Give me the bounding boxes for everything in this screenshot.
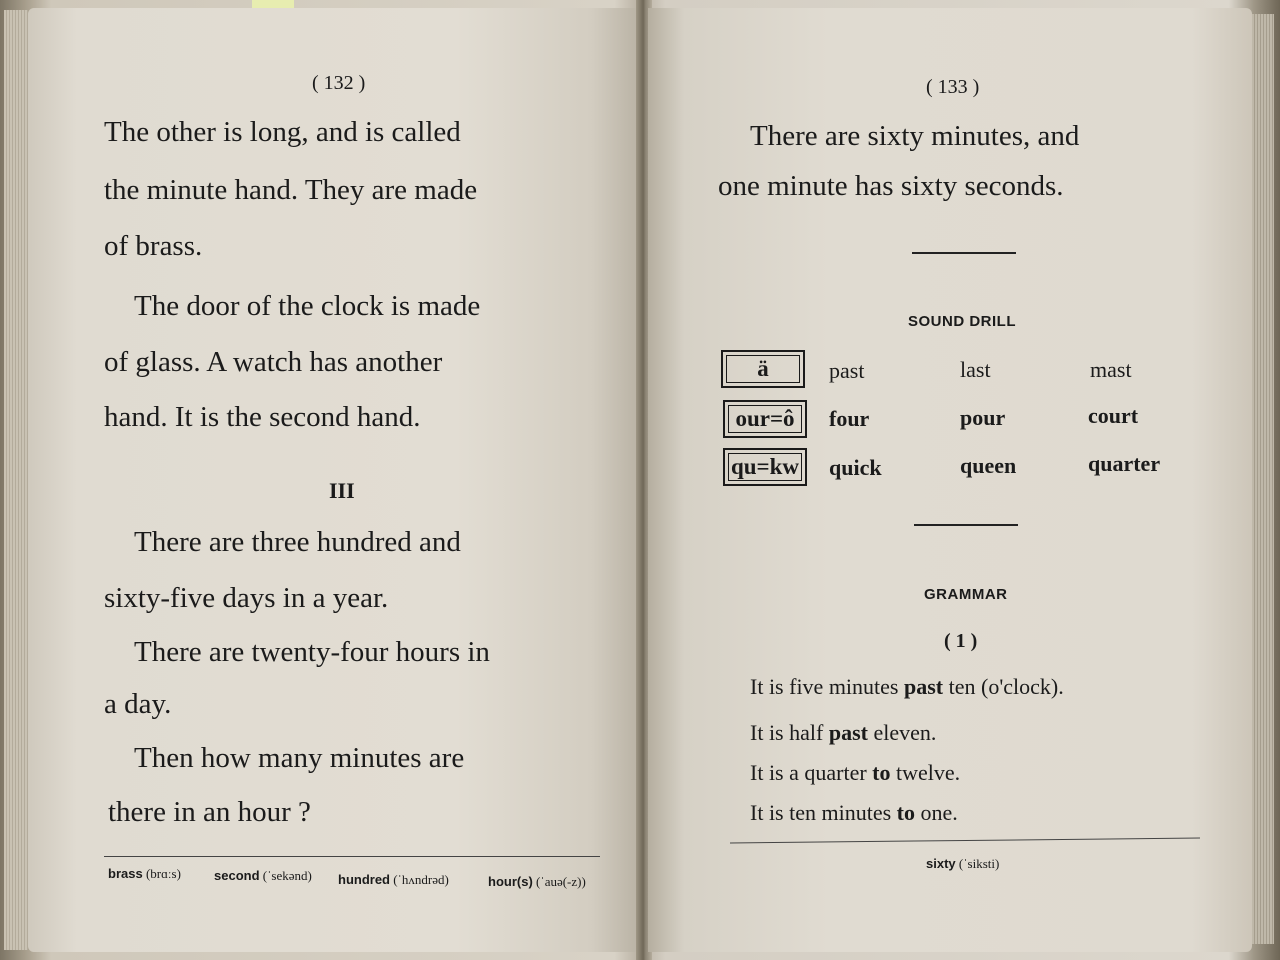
drill-word: four	[829, 406, 870, 431]
grammar-sentence-1	[750, 674, 1064, 700]
sentence-post: one.	[914, 800, 958, 825]
section-heading-iii: III	[329, 478, 355, 503]
left-para5-line1: Then how many minutes are	[134, 742, 465, 774]
sentence-post: ten (o'clock).	[943, 674, 1064, 699]
page-edges-left	[4, 10, 28, 950]
page-edges-right	[1252, 14, 1274, 944]
box-inner-frame	[726, 355, 800, 383]
gloss-word: hour(s)	[488, 874, 533, 889]
sentence-keyword: past	[828, 720, 868, 745]
text-line: The other is long, and is called	[104, 116, 461, 148]
gloss-pron: (ˈauə(-z))	[536, 874, 586, 889]
drill-word: pour	[960, 405, 1006, 430]
grammar-sentence-2	[750, 720, 936, 746]
drill-word: quarter	[1088, 451, 1161, 476]
left-para4-line1: There are twenty-four hours in	[134, 636, 490, 668]
sentence-keyword: to	[896, 800, 915, 825]
box-inner-frame	[728, 405, 802, 433]
gloss-pron: (ˈsekənd)	[262, 868, 312, 883]
sound-symbol: qu=kw	[730, 454, 800, 479]
gloss-word: sixty	[926, 856, 956, 871]
box-inner-frame	[728, 453, 802, 481]
gloss-pron: (ˈhʌndrəd)	[393, 872, 449, 887]
right-gloss-1	[926, 856, 999, 872]
sound-symbol-box-1	[721, 350, 805, 388]
left-para4-line2: a day.	[104, 688, 172, 720]
sentence-keyword: to	[872, 760, 891, 785]
left-para2-line2: of glass. A watch has another	[104, 346, 443, 378]
sound-drill-heading: SOUND DRILL	[908, 313, 1016, 330]
sentence-pre: It is a quarter	[750, 760, 873, 785]
left-para3-line2: sixty-five days in a year.	[104, 582, 389, 614]
drill-word: queen	[960, 453, 1017, 478]
left-para2-line1: The door of the clock is made	[134, 290, 481, 322]
right-intro-line1: There are sixty minutes, and	[750, 120, 1080, 152]
sound-symbol: ä	[757, 356, 769, 381]
grammar-number: ( 1 )	[944, 630, 978, 652]
sentence-keyword: past	[903, 674, 944, 699]
drill-word: mast	[1090, 357, 1132, 382]
grammar-heading: GRAMMAR	[924, 586, 1008, 603]
left-para1-line3: of brass.	[104, 230, 203, 262]
drill-word: past	[829, 358, 865, 383]
sentence-post: twelve.	[890, 760, 961, 785]
gloss-word: hundred	[338, 872, 390, 887]
left-gloss-2	[214, 868, 312, 884]
left-para2-line3: hand. It is the second hand.	[104, 401, 421, 433]
grammar-sentence-3	[750, 760, 960, 786]
right-intro-line2: one minute has sixty seconds.	[718, 170, 1064, 202]
gloss-word: brass	[108, 866, 143, 881]
gloss-pron: (ˈsiksti)	[958, 856, 1000, 871]
drill-word: quick	[829, 455, 882, 480]
left-para1-line2: the minute hand. They are made	[104, 174, 478, 206]
divider-rule-2	[914, 524, 1018, 526]
sound-symbol-box-3	[723, 448, 807, 486]
left-para1-line1	[104, 118, 598, 147]
left-gloss-4	[488, 874, 586, 890]
divider-rule-1	[912, 252, 1016, 254]
sentence-post: eleven.	[867, 720, 937, 745]
left-gloss-3	[338, 872, 449, 888]
sound-symbol: our=ô	[735, 406, 795, 431]
gloss-word: second	[214, 868, 260, 883]
sentence-pre: It is half	[750, 720, 829, 745]
left-gloss-1	[108, 866, 181, 882]
sentence-pre: It is five minutes	[750, 674, 904, 699]
left-page-number: ( 132 )	[312, 72, 366, 94]
right-page-number: ( 133 )	[926, 76, 980, 98]
sound-symbol-box-2	[723, 400, 807, 438]
left-para5-line2: there in an hour ?	[108, 796, 311, 828]
left-para3-line1: There are three hundred and	[134, 526, 461, 558]
sentence-pre: It is ten minutes	[750, 800, 897, 825]
grammar-sentence-4	[750, 800, 958, 826]
drill-word: last	[960, 357, 991, 382]
drill-word: court	[1088, 403, 1139, 428]
left-footer-rule	[104, 856, 600, 857]
gloss-pron: (brɑːs)	[145, 866, 181, 881]
